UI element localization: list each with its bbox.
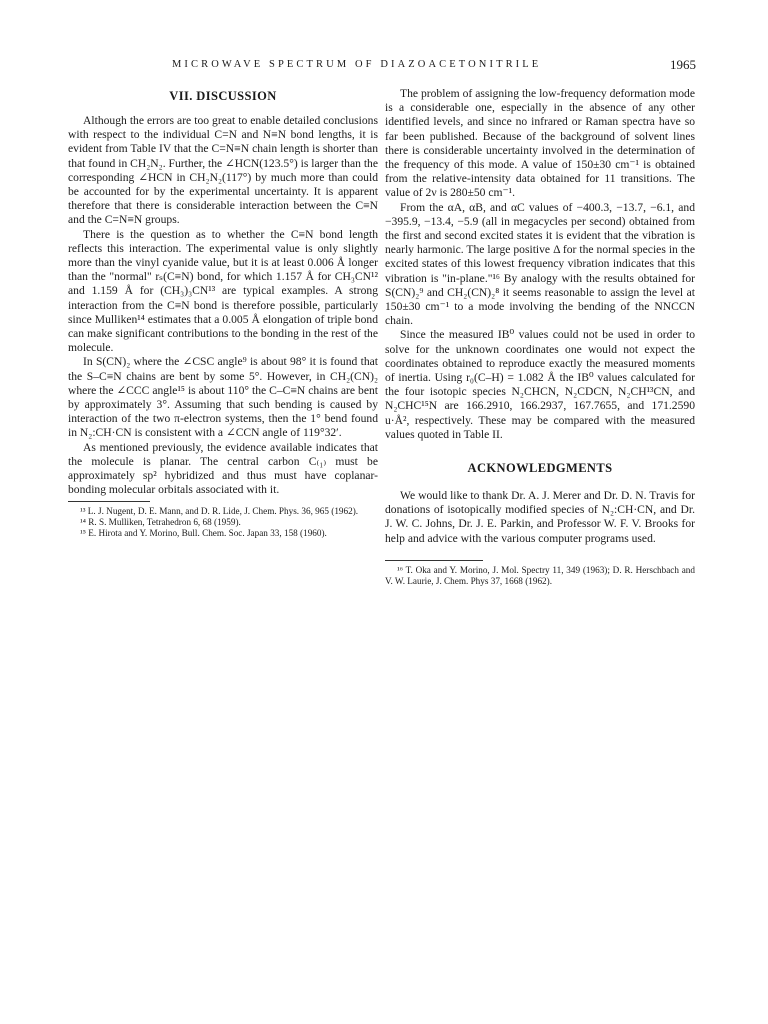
paragraph: There is the question as to whether the C≡N bond length reflects this interaction. The experimental value is only slightly more than the vinyl cyanide value, but it is at least 0.006 Å longer than the "normal" rₛ(C≡N) bond, for which 1.157 Å for CH₃CN¹² and 1.159 Å for (CH₃)₃CN¹³ are typical examples. A strong interaction from the C≡N bond is therefore possible, particularly since Mulliken¹⁴ estimates that a 0.005 Å elongation of triple bond can make significant contributions to the bonding in the rest of the molecule. bbox=[68, 227, 378, 355]
section-heading-acknowledgments: ACKNOWLEDGMENTS bbox=[467, 461, 613, 476]
page-number: 1965 bbox=[670, 57, 696, 72]
paragraph: The problem of assigning the low-frequency deformation mode is a considerable one, especially in the absence of any other identified levels, and since no infrared or Raman spectra have so far been published. Because of the background of solvent lines there is considerable uncertainty involved in the determination of the frequency of this mode. A value of 150±30 cm⁻¹ is obtained from the relative-intensity data obtained for 11 transitions. The value of 2ν is 280±50 cm⁻¹. bbox=[385, 87, 695, 200]
paragraph: In S(CN)₂ where the ∠CSC angle⁹ is about 98° it is found that the S–C≡N chains are bent by some 5°. However, in CH₂(CN)₂ where the ∠CCC angle¹⁵ is about 110° the C–C≡N chains are bent by approximately 3°. Assuming that such bending is caused by interaction of the two π-electron systems, then the 1° bend found in N₂:CH·CN is consistent with a ∠CCN angle of 119°32′. bbox=[68, 355, 378, 440]
acknowledgments-section bbox=[385, 459, 695, 546]
paragraph: We would like to thank Dr. A. J. Merer and Dr. D. N. Travis for donations of isotopically modified species of N₂:CH·CN, and Dr. J. W. C. Johns, Dr. J. E. Parkin, and Professor W. F. V. Brooks for help and advice with the various computer programs used. bbox=[385, 489, 695, 545]
paragraph: Although the errors are too great to enable detailed conclusions with respect to the individual C=N and N≡N bond lengths, it is evident from Table IV that the C=N≡N chain length is shorter than that found in CH₂N₂. Further, the ∠HCN(123.5°) is larger than the corresponding ∠HCN in CH₂N₂(117°) by much more than could be accounted for by the experimental uncertainty. It is apparent therefore that there is considerable interaction between the C≡N and the C=N≡N groups. bbox=[68, 114, 378, 227]
footnote-divider bbox=[68, 501, 150, 502]
footnote: ¹³ L. J. Nugent, D. E. Mann, and D. R. Lide, J. Chem. Phys. 36, 965 (1962). bbox=[80, 506, 359, 517]
footnote: ¹⁶ T. Oka and Y. Morino, J. Mol. Spectry 11, 349 (1963); D. R. Herschbach and V. W. Laurie, J. Chem. Phys 37, 1668 (1962). bbox=[385, 564, 695, 586]
paragraph: From the αA, αB, and αC values of −400.3, −13.7, −6.1, and −395.9, −13.4, −5.9 (all in megacycles per second) obtained from the first and second excited states it is evident that the vibration is nearly harmonic. The large positive Δ for the normal species in the excited states of this lowest frequency vibration indicates that this vibration is "in-plane."¹⁶ By analogy with the results obtained for S(CN)₂⁹ and CH₂(CN)₂⁸ it seems reasonable to assign the level at 150±30 cm⁻¹ to a mode involving the bending of the NNCCN chain. bbox=[385, 200, 695, 328]
footnote-divider bbox=[385, 560, 483, 561]
footnote: ¹⁴ R. S. Mulliken, Tetrahedron 6, 68 (1959). bbox=[80, 517, 241, 528]
left-column bbox=[68, 87, 378, 539]
paragraph: As mentioned previously, the evidence available indicates that the molecule is planar. The central carbon C₍₁₎ must be approximately sp² hybridized and thus must have coplanar-bonding molecular orbitals associated with it. bbox=[68, 440, 378, 497]
section-heading-discussion: VII. DISCUSSION bbox=[169, 89, 277, 103]
paragraph: Since the measured IB⁰ values could not be used in order to solve for the unknown coordinates one would not expect the coordinates obtained to reproduce exactly the measured moments of inertia. Using r₀(C–H) = 1.082 Å the IB⁰ values calculated for the four isotopic species N₂CHCN, N₂CDCN, N₂CH¹³CN, and N₂CHC¹⁵N are 166.2910, 166.2937, 167.7655, and 171.2590 u·Å², respectively. These may be compared with the measured values quoted in Table II. bbox=[385, 328, 695, 441]
footnote: ¹⁵ E. Hirota and Y. Morino, Bull. Chem. Soc. Japan 33, 158 (1960). bbox=[80, 528, 327, 539]
running-title: MICROWAVE SPECTRUM OF DIAZOACETONITRILE bbox=[172, 59, 542, 70]
right-column bbox=[385, 87, 695, 587]
